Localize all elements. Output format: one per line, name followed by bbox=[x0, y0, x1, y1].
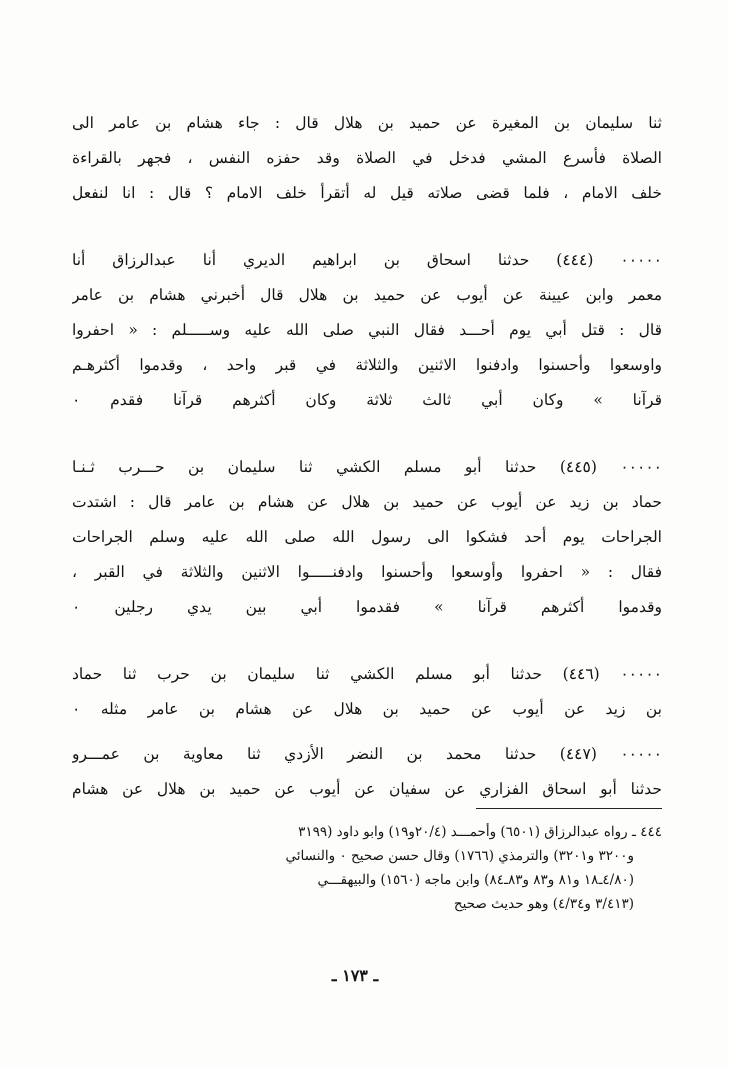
text-line: واوسعوا وأحسنوا وادفنوا الاثنين والثلاثة في قبر واحد ، وقدموا أكثرهـم bbox=[72, 356, 662, 374]
text-line: ٠٠٠٠٠ (٤٤٥) حدثنا أبو مسلم الكشي ثنا سليمان بن حـــرب ثـنـا bbox=[72, 458, 662, 476]
paragraph-hadith-444 bbox=[72, 249, 662, 424]
text-line: بن زيد عن أيوب عن حميد بن هلال عن هشام بن عامر مثله ٠ bbox=[72, 700, 662, 718]
paragraph-hadith-446 bbox=[72, 663, 662, 733]
text-line: ثنا سليمان بن المغيرة عن حميد بن هلال قال : جاء هشام بن عامر الى bbox=[72, 114, 662, 132]
footnote-line: و٣٢٠٠ و٣٢٠١) والترمذي (١٧٦٦) وقال حسن صحيح ٠ والنسائي bbox=[285, 848, 634, 864]
text-line: قرآنا » وكان أبي ثالث ثلاثة وكان أكثرهم قرآنا فقدم ٠ bbox=[72, 391, 662, 409]
footnote-line: ٤٤٤ ـ رواه عبدالرزاق (٦٥٠١) وأحمـــد (٢٠/٤و١٩) وابو داود (٣١٩٩ bbox=[298, 824, 662, 840]
text-line: وقدموا أكثرهم قرآنا » فقدموا أبي بين يدي رجلين ٠ bbox=[72, 598, 662, 616]
footnote-line: (٣/٤١٣ و٤/٣٤) وهو حديث صحيح bbox=[453, 896, 634, 912]
footnote-line: (٤/٨٠ـ١٨ و٨١ و٨٣ و٨٣ـ٨٤) وابن ماجه (١٥٦٠) والبيهقـــي bbox=[317, 872, 634, 888]
text-line: معمر وابن عيينة عن أيوب عن حميد بن هلال قال أخبرني هشام بن عامر bbox=[72, 286, 662, 304]
text-line: ٠٠٠٠٠ (٤٤٧) حدثنا محمد بن النضر الأزدي ثنا معاوية بن عمـــرو bbox=[72, 745, 662, 763]
page-body bbox=[72, 112, 662, 813]
text-line: ٠٠٠٠٠ (٤٤٦) حدثنا أبو مسلم الكشي ثنا سليمان بن حرب ثنا حماد bbox=[72, 665, 662, 683]
paragraph-intro bbox=[72, 112, 662, 217]
text-line: الصلاة فأسرع المشي فدخل في الصلاة وقد حفزه النفس ، فجهر بالقراءة bbox=[72, 149, 662, 167]
text-line: قال : قتل أبي يوم أحـــد فقال النبي صلى الله عليه وســـــلم : « احفروا bbox=[72, 321, 662, 339]
text-line: حدثنا أبو اسحاق الفزاري عن سفيان عن أيوب عن حميد بن هلال عن هشام bbox=[72, 780, 662, 798]
text-line: ٠٠٠٠٠ (٤٤٤) حدثنا اسحاق بن ابراهيم الديري أنا عبدالرزاق أنا bbox=[72, 251, 662, 269]
footnotes bbox=[80, 808, 662, 919]
text-line: حماد بن زيد عن أيوب عن حميد بن هلال عن هشام بن عامر قال : اشتدت bbox=[72, 493, 662, 511]
text-line: الجراحات يوم أحد فشكوا الى رسول الله صلى الله عليه وسلم الجراحات bbox=[72, 528, 662, 546]
page-number: ـ ١٧٣ ـ bbox=[331, 966, 379, 985]
text-line: فقال : « احفروا وأوسعوا وأحسنوا وادفنـــــوا الاثنين والثلاثة في القبر ، bbox=[72, 563, 662, 581]
footnote-divider bbox=[476, 808, 662, 809]
text-line: خلف الامام ، فلما قضى صلاته قيل له أتقرأ خلف الامام ؟ قال : انا لنفعل bbox=[72, 184, 662, 202]
paragraph-hadith-445 bbox=[72, 456, 662, 631]
paragraph-hadith-447 bbox=[72, 743, 662, 813]
